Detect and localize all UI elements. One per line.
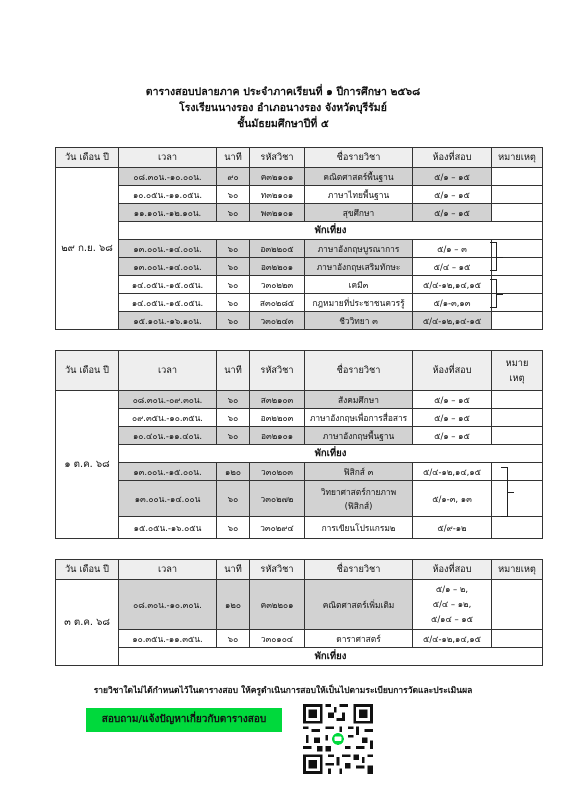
exam-date: ๑ ต.ค. ๖๘: [56, 391, 119, 539]
note-cell: [492, 168, 543, 186]
subject-code: อ๓๒๒๐๕: [250, 240, 305, 258]
table-row: [56, 481, 543, 517]
col-room: ห้องที่สอบ: [413, 148, 492, 168]
subject-name: ชีววิทยา ๓: [305, 312, 413, 330]
exam-minutes: ๖๐: [217, 391, 250, 409]
exam-table-day2: [55, 350, 543, 539]
exam-table-day3: [55, 559, 543, 666]
subject-code: ว๓๐๒๒๓: [250, 276, 305, 294]
exam-time: ๑๓.๐๐น.-๑๔.๐๐น: [119, 481, 217, 517]
subject-code: ส๓๐๒๘๕: [250, 294, 305, 312]
subject-code: อ๓๒๑๐๑: [250, 427, 305, 445]
exam-room: ๕/๑ – ๒, ๕/๔ – ๑๒, ๕/๑๔ – ๑๕: [413, 580, 492, 630]
col-date: วัน เดือน ปี: [56, 148, 119, 168]
table-row: [56, 463, 543, 481]
exam-room: ๕/๔ – ๑๕: [413, 258, 492, 276]
exam-minutes: ๑๒๐: [217, 580, 250, 630]
exam-minutes: ๑๒๐: [217, 463, 250, 481]
group-bracket: [490, 279, 497, 308]
subject-name: สุขศึกษา: [305, 204, 413, 222]
col-time: เวลา: [119, 351, 217, 391]
col-minutes: นาที: [217, 148, 250, 168]
subject-code: ค๓๒๑๐๑: [250, 168, 305, 186]
col-time: เวลา: [119, 560, 217, 580]
table-row: [56, 258, 543, 276]
col-date: วัน เดือน ปี: [56, 351, 119, 391]
subject-code: ว๓๐๒๙๔: [250, 517, 305, 539]
lunch-break: พักเที่ยง: [119, 445, 543, 463]
exam-minutes: ๖๐: [217, 258, 250, 276]
subject-name: ภาษาอังกฤษเสริมทักษะ: [305, 258, 413, 276]
table-row: [56, 427, 543, 445]
subject-name: ภาษาอังกฤษบูรณาการ: [305, 240, 413, 258]
exam-time: ๑๐.๐๕น.-๑๑.๐๕น.: [119, 186, 217, 204]
exam-time: ๑๓.๐๐น.-๑๔.๐๐น.: [119, 258, 217, 276]
col-subject: ชื่อรายวิชา: [305, 148, 413, 168]
col-room: ห้องที่สอบ: [413, 351, 492, 391]
subject-code: ว๓๐๒๐๓: [250, 463, 305, 481]
exam-minutes: ๖๐: [217, 427, 250, 445]
header-row: [56, 560, 543, 580]
group-bracket: [490, 242, 497, 271]
table-row: [56, 409, 543, 427]
exam-room: ๕/๑ – ๑๕: [413, 204, 492, 222]
lunch-break: พักเที่ยง: [119, 222, 543, 240]
note-cell: [492, 204, 543, 222]
col-subject: ชื่อรายวิชา: [305, 560, 413, 580]
exam-room: ๕/๑ – ๑๕: [413, 186, 492, 204]
exam-time: ๑๓.๐๐น.-๑๕.๐๐น.: [119, 463, 217, 481]
exam-minutes: ๖๐: [217, 481, 250, 517]
exam-time: ๑๑.๑๐น.-๑๒.๑๐น.: [119, 204, 217, 222]
note-cell: [492, 312, 543, 330]
subject-code: ค๓๒๒๐๑: [250, 580, 305, 630]
exam-time: ๑๕.๑๐น.-๑๖.๑๐น.: [119, 312, 217, 330]
exam-time: ๐๘.๓๐น.-๑๐.๓๐น.: [119, 580, 217, 630]
exam-time: ๐๘.๓๐น.-๑๐.๐๐น.: [119, 168, 217, 186]
table-row: [56, 630, 543, 648]
lunch-row: [56, 648, 543, 666]
exam-time: ๑๐.๓๕น.-๑๑.๓๕น.: [119, 630, 217, 648]
subject-name: คณิตศาสตร์พื้นฐาน: [305, 168, 413, 186]
exam-room: ๕/๑ – ๓: [413, 240, 492, 258]
subject-code: ว๓๐๒๗๒: [250, 481, 305, 517]
note-cell: [492, 294, 543, 312]
subject-name: ฟิสิกส์ ๓: [305, 463, 413, 481]
exam-room: ๕/๑ – ๑๕: [413, 391, 492, 409]
note-cell: [492, 276, 543, 294]
subject-code: ว๓๐๒๔๓: [250, 312, 305, 330]
table-row: [56, 294, 543, 312]
subject-name: ภาษาอังกฤษพื้นฐาน: [305, 427, 413, 445]
note-cell: [492, 427, 543, 445]
table-row: [56, 276, 543, 294]
exam-time: ๑๕.๐๕น.-๑๖.๐๕น: [119, 517, 217, 539]
subject-code: อ๓๒๒๐๑: [250, 258, 305, 276]
subject-name: สังคมศึกษา: [305, 391, 413, 409]
table-row: [56, 204, 543, 222]
col-subject: ชื่อรายวิชา: [305, 351, 413, 391]
subject-code: ส๓๒๑๐๓: [250, 391, 305, 409]
col-code: รหัสวิชา: [250, 148, 305, 168]
exam-time: ๑๔.๐๕น.-๑๕.๐๕น.: [119, 294, 217, 312]
col-date: วัน เดือน ปี: [56, 560, 119, 580]
subject-name: ภาษาไทยพื้นฐาน: [305, 186, 413, 204]
exam-minutes: ๖๐: [217, 312, 250, 330]
table-row: [56, 517, 543, 539]
exam-time: ๑๔.๐๕น.-๑๕.๐๕น.: [119, 276, 217, 294]
col-code: รหัสวิชา: [250, 560, 305, 580]
exam-minutes: ๖๐: [217, 517, 250, 539]
table-row: [56, 186, 543, 204]
note-cell: [492, 240, 543, 258]
col-time: เวลา: [119, 148, 217, 168]
subject-name: คณิตศาสตร์เพิ่มเติม: [305, 580, 413, 630]
lunch-break: พักเที่ยง: [119, 648, 543, 666]
exam-room: ๕/๔-๑๒,๑๔-๑๕: [413, 312, 492, 330]
qr-code-icon[interactable]: [303, 704, 373, 774]
subject-name: การเขียนโปรแกรม๒: [305, 517, 413, 539]
exam-time: ๑๓.๐๐น.-๑๔.๐๐น.: [119, 240, 217, 258]
exam-date: ๓ ต.ค. ๖๘: [56, 580, 119, 666]
subject-code: พ๓๒๑๐๑: [250, 204, 305, 222]
exam-minutes: ๖๐: [217, 409, 250, 427]
subject-name: ภาษาอังกฤษเพื่อการสื่อสาร: [305, 409, 413, 427]
col-note: หมายเหตุ: [492, 148, 543, 168]
header-row: [56, 351, 543, 391]
header-row: [56, 148, 543, 168]
group-bracket: [501, 467, 508, 517]
exam-room: ๕/๑-๓,๑๓: [413, 294, 492, 312]
exam-minutes: ๙๐: [217, 168, 250, 186]
exam-room: ๕/๑-๓, ๑๓: [413, 481, 492, 517]
school-name: โรงเรียนนางรอง อำเภอนางรอง จังหวัดบุรีรัมย์: [179, 102, 387, 114]
table-row: [56, 580, 543, 630]
col-room: ห้องที่สอบ: [413, 560, 492, 580]
exam-room: ๕/๑ – ๑๕: [413, 427, 492, 445]
table-row: [56, 168, 543, 186]
exam-room: ๕/๔-๑๒,๑๔,๑๕: [413, 630, 492, 648]
lunch-row: [56, 445, 543, 463]
note-cell: [492, 258, 543, 276]
subject-code: ท๓๒๑๐๑: [250, 186, 305, 204]
table-row: [56, 391, 543, 409]
contact-banner: สอบถาม/แจ้งปัญหาเกี่ยวกับตารางสอบ: [86, 708, 282, 732]
exam-minutes: ๖๐: [217, 276, 250, 294]
note-cell: [492, 517, 543, 539]
note-cell: [492, 463, 543, 481]
col-code: รหัสวิชา: [250, 351, 305, 391]
note-cell: [492, 409, 543, 427]
subject-name: กฎหมายที่ประชาชนควรรู้: [305, 294, 413, 312]
exam-date: ๒๙ ก.ย. ๖๘: [56, 168, 119, 330]
subject-name: เคมี๓: [305, 276, 413, 294]
subject-name: ดาราศาสตร์: [305, 630, 413, 648]
exam-room: ๕/๑ – ๑๕: [413, 168, 492, 186]
exam-room: ๕/๔-๑๒,๑๔,๑๕: [413, 276, 492, 294]
exam-minutes: ๖๐: [217, 294, 250, 312]
exam-time: ๐๙.๓๕น.-๑๐.๓๕น.: [119, 409, 217, 427]
note-cell: [492, 391, 543, 409]
note-cell: [492, 481, 543, 517]
exam-minutes: ๖๐: [217, 204, 250, 222]
footer-note: รายวิชาใดไม่ได้กำหนดไว้ในตารางสอบ ให้ครูดำเนินการสอบให้เป็นไปตามระเบียบการวัดและประเมินผล: [93, 686, 473, 696]
exam-time: ๐๘.๓๐น.-๐๙.๓๐น.: [119, 391, 217, 409]
subject-name: วิทยาศาสตร์กายภาพ (ฟิสิกส์): [305, 481, 413, 517]
note-cell: [492, 630, 543, 648]
exam-time: ๑๐.๔๐น.-๑๑.๔๐น.: [119, 427, 217, 445]
subject-code: อ๓๒๒๐๓: [250, 409, 305, 427]
exam-minutes: ๖๐: [217, 186, 250, 204]
table-row: [56, 312, 543, 330]
col-minutes: นาที: [217, 560, 250, 580]
exam-minutes: ๖๐: [217, 630, 250, 648]
exam-room: ๕/๔-๑๒,๑๔,๑๕: [413, 463, 492, 481]
exam-table-day1: [55, 147, 543, 330]
note-cell: [492, 186, 543, 204]
exam-room: ๕/๑ – ๑๕: [413, 409, 492, 427]
grade-level: ชั้นมัธยมศึกษาปีที่ ๕: [237, 118, 329, 130]
col-note: หมายเหตุ: [492, 560, 543, 580]
exam-room: ๕/๙-๑๒: [413, 517, 492, 539]
note-cell: [492, 580, 543, 630]
lunch-row: [56, 222, 543, 240]
col-minutes: นาที: [217, 351, 250, 391]
doc-title: ตารางสอบปลายภาค ประจำภาคเรียนที่ ๑ ปีการศึกษา ๒๕๖๘: [145, 86, 421, 98]
exam-minutes: ๖๐: [217, 240, 250, 258]
col-note: หมาย เหตุ: [492, 351, 543, 391]
subject-code: ว๓๐๑๐๔: [250, 630, 305, 648]
table-row: [56, 240, 543, 258]
